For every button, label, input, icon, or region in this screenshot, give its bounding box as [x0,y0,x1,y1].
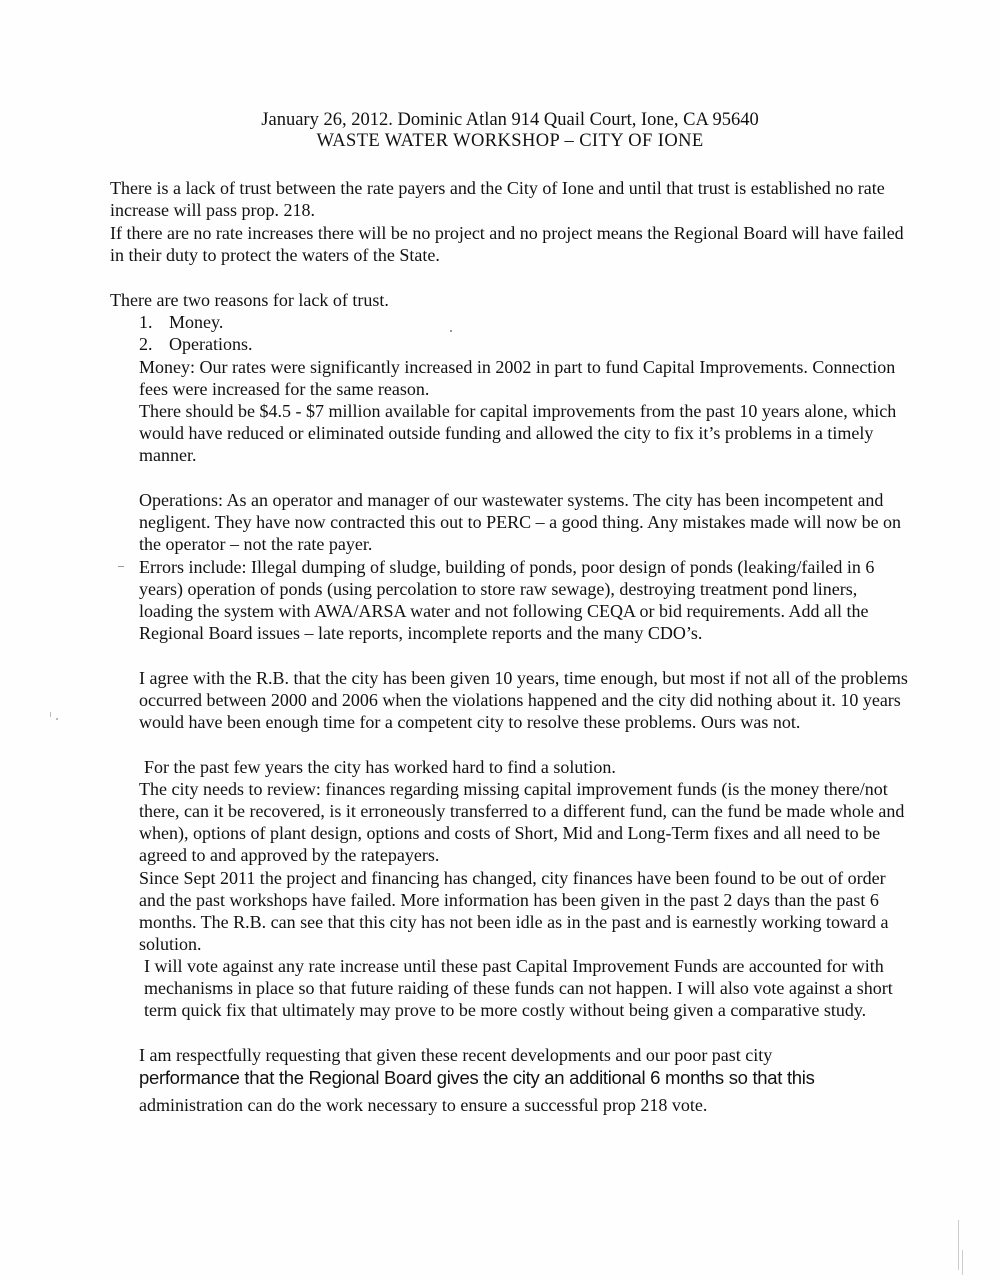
list-item-money [139,311,223,333]
paragraph-intro-trust: There is a lack of trust between the rate payers and the City of Ione and until that trust is established no rate increase will pass prop. 218. [110,178,885,220]
scan-speck [50,712,51,717]
paragraph-request-line3: administration can do the work necessary to ensure a successful prop 218 vote. [139,1095,708,1115]
paragraph-operations: Operations: As an operator and manager of our wastewater systems. The city has been incompetent and negligent. They have now contracted this out to PERC – a good thing. Any mistakes made will now be on the operator – not the rate payer. [139,490,902,554]
paragraph-intro-project: If there are no rate increases there will be no project and no project means the Regional Board will have failed in their duty to protect the waters of the State. [110,223,904,265]
scan-speck [56,718,58,720]
paragraph-errors: Errors include: Illegal dumping of sludge, building of ponds, poor design of ponds (leaking/failed in 6 years) operation of ponds (using percolation to store raw sewage), destroying treatment pond liners, loading the system with AWA/ARSA water and not following CEQA or bid requirements. Add all the Regional Board issues – late reports, incomplete reports and the many CDO’s. [139,557,875,643]
scan-speck [450,330,452,332]
header-date-address: January 26, 2012. Dominic Atlan 914 Quail Court, Ione, CA 95640 [261,110,759,130]
scan-speck [118,566,124,567]
scan-edge-line [962,1250,963,1275]
document-header [0,110,999,152]
paragraph-request-line2: performance that the Regional Board gives the city an additional 6 months so that this [139,1067,815,1088]
paragraph-funds: There should be $4.5 - $7 million available for capital improvements from the past 10 years alone, which would have reduced or eliminated outside funding and allowed the city to fix it’s problems in a timely manner. [139,401,897,465]
list-item-label: Money. [169,312,224,332]
paragraph-since: Since Sept 2011 the project and financing has changed, city finances have been found to be out of order and the past workshops have failed. More information has been given in the past 2 days than the past 6 months. The R.B. can see that this city has not been idle as in the past and is earnestly working toward a solution. [139,868,889,954]
paragraph-review: The city needs to review: finances regarding missing capital improvement funds (is the money there/not there, can it be recovered, is it erroneously transferred to a different fund, can the fund be made whole and when), options of plant design, options and costs of Short, Mid and Long-Term fixes and all need to be agreed to and approved by the ratepayers. [139,779,905,865]
header-title: WASTE WATER WORKSHOP – CITY OF IONE [316,131,704,151]
paragraph-agree: I agree with the R.B. that the city has been given 10 years, time enough, but most if not all of the problems occurred between 2000 and 2006 when the violations happened and the city did nothing about it. 10 years would have been enough time for a competent city to resolve these problems. Ours was not. [139,668,908,732]
paragraph-money: Money: Our rates were significantly increased in 2002 in part to fund Capital Improvements. Connection fees were increased for the same reason. [139,357,896,399]
paragraph-request-line1: I am respectfully requesting that given these recent developments and our poor past city [139,1045,773,1065]
list-item-number: 1. [139,312,153,332]
scan-edge-line [958,1220,959,1270]
paragraph-vote: I will vote against any rate increase until these past Capital Improvement Funds are accounted for with mechanisms in place so that future raiding of these funds can not happen. I will also vote against a short term quick fix that ultimately may prove to be more costly without being given a comparative study. [144,956,893,1020]
list-item-operations [139,333,252,355]
list-item-label: Operations. [169,334,253,354]
list-item-number: 2. [139,334,153,354]
paragraph-reasons: There are two reasons for lack of trust. [110,290,389,310]
paragraph-worked: For the past few years the city has worked hard to find a solution. [144,757,616,777]
